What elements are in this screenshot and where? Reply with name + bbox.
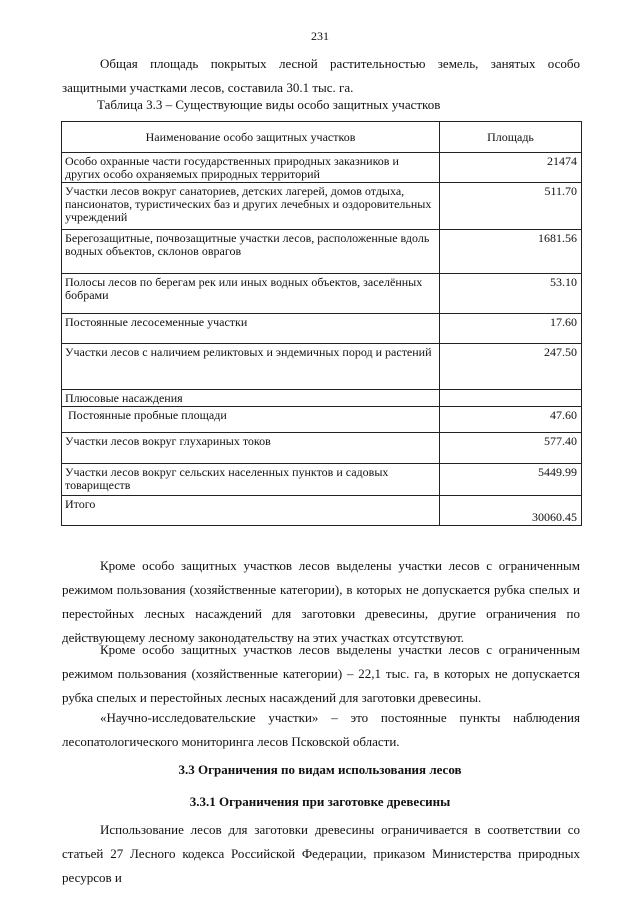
protected-areas-table xyxy=(61,121,582,526)
row-name: Участки лесов вокруг сельских населенных пунктов и садовых товариществ xyxy=(62,464,440,496)
table-row xyxy=(62,464,582,496)
table-total-row xyxy=(62,496,582,526)
row-name: Берегозащитные, почвозащитные участки лесов, расположенные вдоль водных объектов, склонов оврагов xyxy=(62,230,440,274)
row-name: Участки лесов вокруг глухариных токов xyxy=(62,433,440,464)
row-area: 247.50 xyxy=(440,344,582,390)
intro-paragraph: Общая площадь покрытых лесной растительностью земель, занятых особо защитными участками лесов, составила 30.1 тыс. га. xyxy=(62,56,580,95)
row-area: 511.70 xyxy=(440,183,582,230)
paragraph-research-plots: «Научно-исследовательские участки» – это постоянные пункты наблюдения лесопатологического мониторинга лесов Псковской области. xyxy=(62,710,580,749)
row-area: 47.60 xyxy=(440,407,582,433)
table-row xyxy=(62,183,582,230)
row-area: 577.40 xyxy=(440,433,582,464)
column-header-name: Наименование особо защитных участков xyxy=(62,122,440,153)
table-row xyxy=(62,230,582,274)
row-area: 53.10 xyxy=(440,274,582,314)
row-name: Плюсовые насаждения xyxy=(62,390,440,407)
table-row xyxy=(62,433,582,464)
table-row xyxy=(62,274,582,314)
paragraph-restricted-regime: Кроме особо защитных участков лесов выделены участки лесов с ограниченным режимом пользования (хозяйственные категории), в которых не допускается рубка спелых и перестойных лесных насаждений для заготовки древесины, другие ограничения по действующему лесному законодательству на этих участках отсутствуют. xyxy=(62,558,580,645)
row-name: Полосы лесов по берегам рек или иных водных объектов, заселённых бобрами xyxy=(62,274,440,314)
table-row xyxy=(62,407,582,433)
row-name: Участки лесов вокруг санаториев, детских лагерей, домов отдыха, пансионатов, туристических баз и других лечебных и оздоровительных учреждений xyxy=(62,183,440,230)
row-area: 21474 xyxy=(440,153,582,183)
row-name: Участки лесов с наличием реликтовых и эндемичных пород и растений xyxy=(62,344,440,390)
table-row xyxy=(62,390,582,407)
total-area: 30060.45 xyxy=(440,496,582,526)
page-number: 231 xyxy=(311,29,329,43)
section-heading-3-3: 3.3 Ограничения по видам использования лесов xyxy=(178,762,462,777)
row-name: Особо охранные части государственных природных заказников и других особо охраняемых природных территорий xyxy=(62,153,440,183)
row-area: 5449.99 xyxy=(440,464,582,496)
row-area xyxy=(440,390,582,407)
table-row xyxy=(62,314,582,344)
table-row xyxy=(62,153,582,183)
paragraph-restricted-area: Кроме особо защитных участков лесов выделены участки лесов с ограниченным режимом пользования (хозяйственные категории) – 22,1 тыс. га, в которых не допускается рубка спелых и перестойных лесных насаждений для заготовки древесины. xyxy=(62,642,580,705)
row-name: Постоянные пробные площади xyxy=(62,407,440,433)
row-name: Постоянные лесосеменные участки xyxy=(62,314,440,344)
paragraph-logging-restrictions: Использование лесов для заготовки древесины ограничивается в соответствии со статьей 27 Лесного кодекса Российской Федерации, приказом Министерства природных ресурсов и xyxy=(62,822,580,885)
row-area: 1681.56 xyxy=(440,230,582,274)
column-header-area: Площадь xyxy=(440,122,582,153)
table-row xyxy=(62,344,582,390)
table-caption: Таблица 3.3 – Существующие виды особо защитных участков xyxy=(97,97,441,112)
row-area: 17.60 xyxy=(440,314,582,344)
total-label: Итого xyxy=(62,496,440,526)
section-heading-3-3-1: 3.3.1 Ограничения при заготовке древесины xyxy=(189,794,451,809)
table-header-row xyxy=(62,122,582,153)
